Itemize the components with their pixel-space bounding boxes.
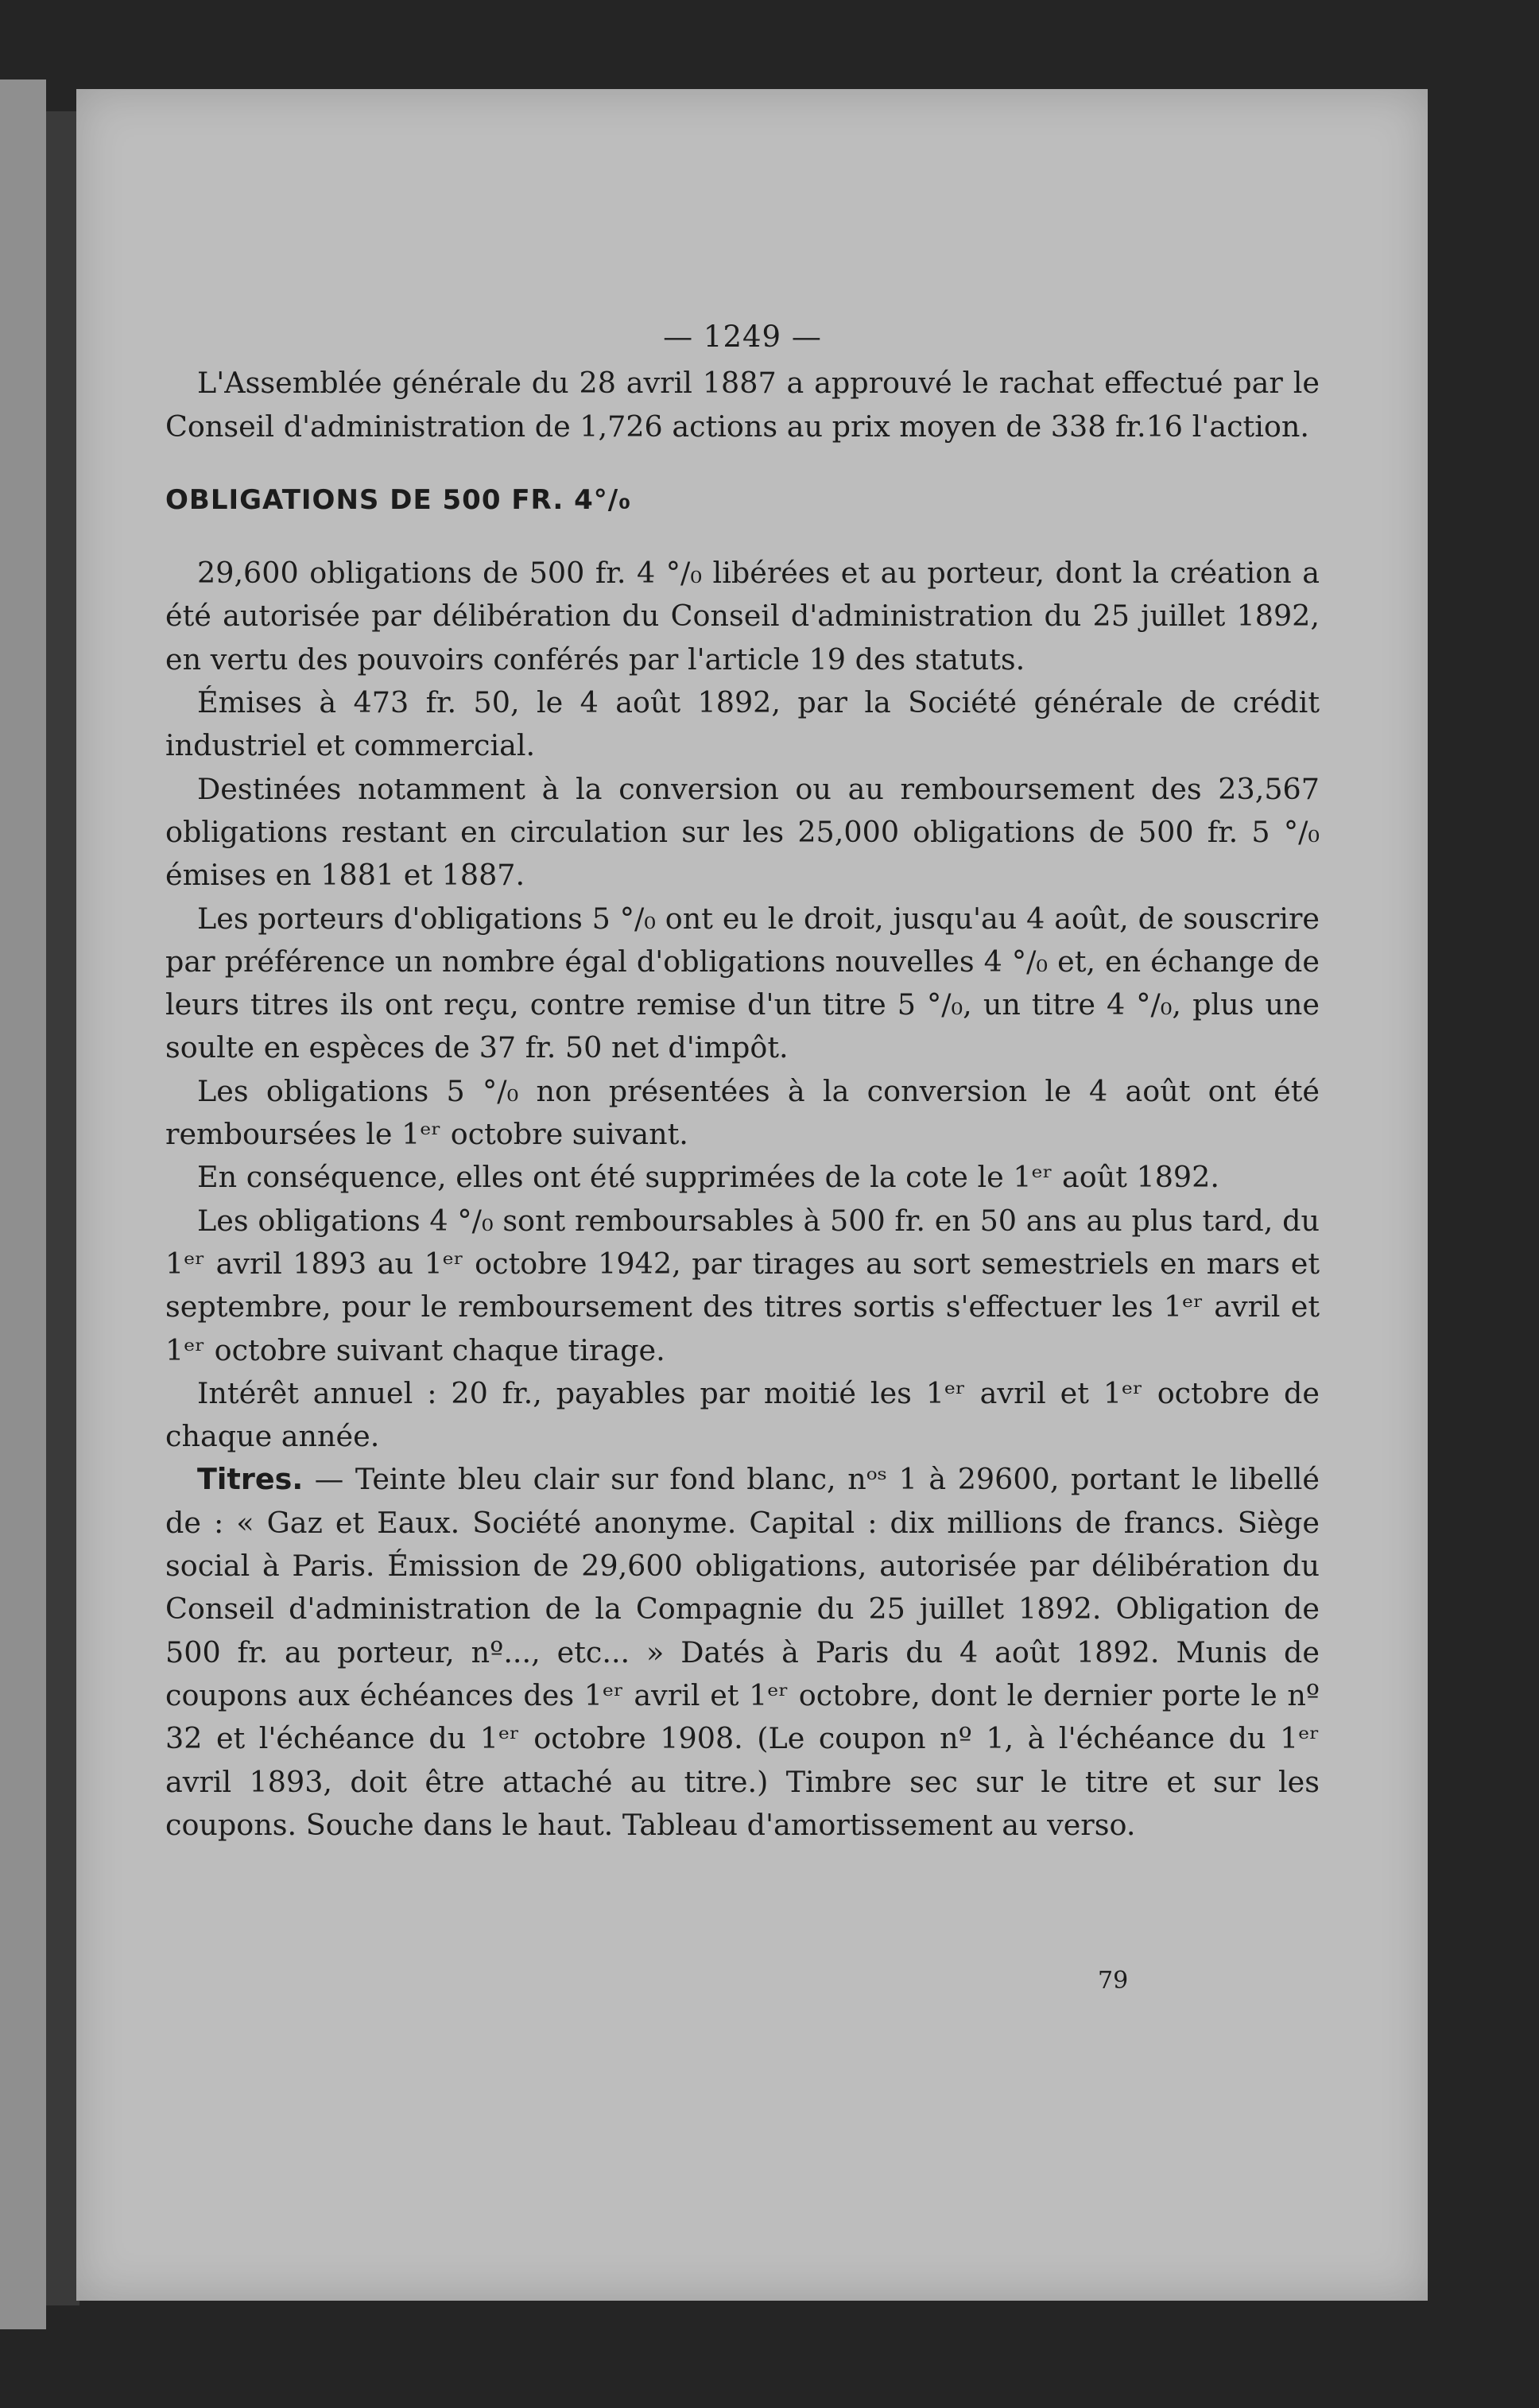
section-heading: OBLIGATIONS DE 500 FR. 4°/₀ (165, 483, 632, 516)
paragraph-consequence: En conséquence, elles ont été supprimées de la cote le 1ᵉʳ août 1892. (197, 1160, 1219, 1195)
paragraph-destinees: Destinées notamment à la conversion ou au remboursement des 23,567 obligations restant en circulation sur les 25,000 obligations de 500 fr. 5 °/₀ émises en 1881 et 1887. (165, 771, 1320, 893)
paragraph-remboursables: Les obligations 4 °/₀ sont remboursables à 500 fr. en 50 ans au plus tard, du 1ᵉʳ avril 1893 au 1ᵉʳ octobre 1942, par tirages au sort semestriels en mars et septembre, pour le remboursement des titres sortis s'effectuer les 1ᵉʳ avril et 1ᵉʳ octobre suivant chaque tirage. (165, 1203, 1320, 1367)
titres-description: — Teinte bleu clair sur fond blanc, nᵒˢ 1 à 29600, portant le libellé de : « Gaz et Eaux. Société anonyme. Capital : dix millions de francs. Siège social à Paris. Émission de 29,600 obligations, autorisée par délibération du Conseil d'administration de la Compagnie du 25 juillet 1892. Obligation de 500 fr. au porteur, nº..., etc... » Datés à Paris du 4 août 1892. Munis de coupons aux échéances des 1ᵉʳ avril et 1ᵉʳ octobre, dont le dernier porte le nº 32 et l'échéance du 1ᵉʳ octobre 1908. (Le coupon nº 1, à l'échéance du 1ᵉʳ avril 1893, doit être attaché au titre.) Timbre sec sur le titre et sur les coupons. Souche dans le haut. Tableau d'amortissement au verso. (165, 1462, 1320, 1842)
adjacent-page-edge (0, 79, 46, 2329)
paragraph-interet: Intérêt annuel : 20 fr., payables par moitié les 1ᵉʳ avril et 1ᵉʳ octobre de chaque année. (165, 1375, 1320, 1454)
book-page (76, 89, 1428, 2301)
paragraph-titres (165, 1458, 1320, 1847)
paragraph-emises: Émises à 473 fr. 50, le 4 août 1892, par la Société générale de crédit industriel et commercial. (165, 685, 1320, 763)
signature-mark: 79 (1098, 1967, 1129, 1995)
paragraph-non-presentees: Les obligations 5 °/₀ non présentées à la conversion le 4 août ont été remboursées le 1ᵉʳ octobre suivant. (165, 1073, 1320, 1152)
page-text-block (165, 316, 1320, 1847)
book-gutter-shadow (46, 111, 79, 2305)
paragraph-porteurs: Les porteurs d'obligations 5 °/₀ ont eu le droit, jusqu'au 4 août, de souscrire par préférence un nombre égal d'obligations nouvelles 4 °/₀ et, en échange de leurs titres ils ont reçu, contre remise d'un titre 5 °/₀, un titre 4 °/₀, plus une soulte en espèces de 37 fr. 50 net d'impôt. (165, 901, 1320, 1065)
page-number: — 1249 — (663, 320, 822, 354)
paragraph-assemblee: L'Assemblée générale du 28 avril 1887 a approuvé le rachat effectué par le Conseil d'administration de 1,726 actions au prix moyen de 338 fr.16 l'action. (165, 366, 1320, 444)
paragraph-obligations: 29,600 obligations de 500 fr. 4 °/₀ libérées et au porteur, dont la création a été autorisée par délibération du Conseil d'administration du 25 juillet 1892, en vertu des pouvoirs conférés par l'article 19 des statuts. (165, 556, 1320, 677)
titres-lead: Titres. (197, 1462, 304, 1497)
